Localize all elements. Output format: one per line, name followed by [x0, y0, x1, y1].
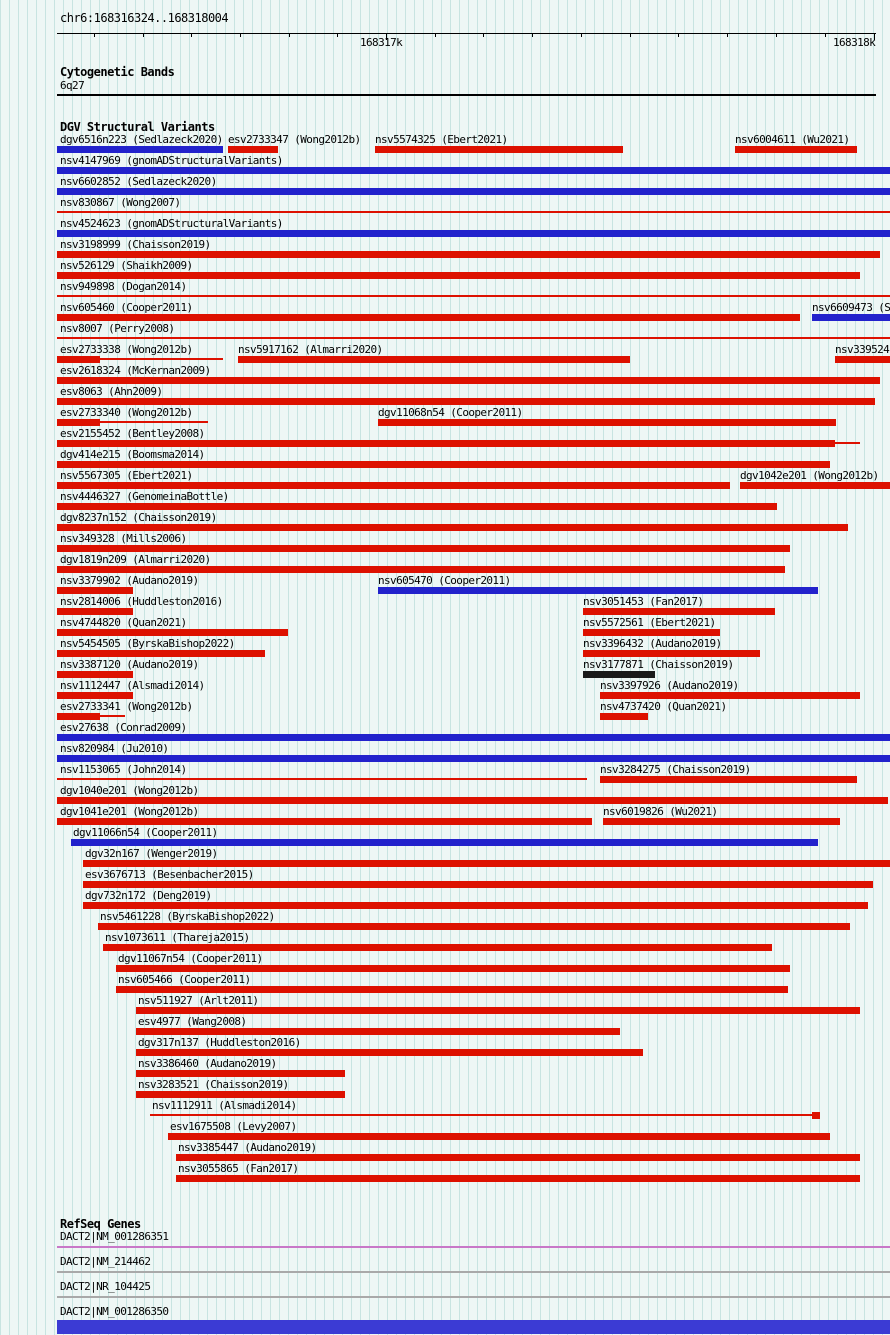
- variant-label[interactable]: nsv5461228 (ByrskaBishop2022): [100, 910, 275, 923]
- variant-label[interactable]: nsv1153065 (John2014): [60, 763, 187, 776]
- variant-label[interactable]: nsv3283521 (Chaisson2019): [138, 1078, 289, 1091]
- variant-label[interactable]: nsv3396432 (Audano2019): [583, 637, 722, 650]
- variant-label[interactable]: nsv5454505 (ByrskaBishop2022): [60, 637, 235, 650]
- variant-label[interactable]: nsv6004611 (Wu2021): [735, 133, 850, 146]
- variant-label[interactable]: nsv511927 (Arlt2011): [138, 994, 259, 1007]
- section-title-dgv-structural-variants: DGV Structural Variants: [60, 120, 215, 134]
- variant-label[interactable]: esv2733338 (Wong2012b): [60, 343, 193, 356]
- variant-label[interactable]: nsv526129 (Shaikh2009): [60, 259, 193, 272]
- gene-glyph[interactable]: [57, 1271, 890, 1273]
- variant-label[interactable]: nsv605460 (Cooper2011): [60, 301, 193, 314]
- variant-label[interactable]: esv2733347 (Wong2012b): [228, 133, 361, 146]
- variant-label[interactable]: nsv1112447 (Alsmadi2014): [60, 679, 205, 692]
- variant-label[interactable]: nsv3177871 (Chaisson2019): [583, 658, 734, 671]
- variant-label[interactable]: nsv4446327 (GenomeinaBottle): [60, 490, 229, 503]
- variant-label[interactable]: nsv4524623 (gnomADStructuralVariants): [60, 217, 283, 230]
- gene-glyph[interactable]: [57, 1320, 890, 1334]
- gene-glyph[interactable]: [57, 1246, 890, 1248]
- variant-label[interactable]: nsv605466 (Cooper2011): [118, 973, 251, 986]
- section-title-refseq-genes: RefSeq Genes: [60, 1217, 141, 1231]
- variant-label[interactable]: nsv3051453 (Fan2017): [583, 595, 704, 608]
- variant-label[interactable]: esv3676713 (Besenbacher2015): [85, 868, 254, 881]
- variant-label[interactable]: esv2618324 (McKernan2009): [60, 364, 211, 377]
- variant-label[interactable]: esv2733341 (Wong2012b): [60, 700, 193, 713]
- variant-label[interactable]: nsv949898 (Dogan2014): [60, 280, 187, 293]
- variant-label[interactable]: esv2155452 (Bentley2008): [60, 427, 205, 440]
- gene-label[interactable]: DACT2|NM_001286350: [60, 1305, 169, 1318]
- gene-label[interactable]: DACT2|NM_001286351: [60, 1230, 169, 1243]
- variant-label[interactable]: dgv8237n152 (Chaisson2019): [60, 511, 217, 524]
- variant-label[interactable]: nsv1112911 (Alsmadi2014): [152, 1099, 297, 1112]
- section-title-cytogenetic-bands: Cytogenetic Bands: [60, 65, 175, 79]
- variant-label[interactable]: nsv349328 (Mills2006): [60, 532, 187, 545]
- variant-label[interactable]: nsv5572561 (Ebert2021): [583, 616, 716, 629]
- gene-label[interactable]: DACT2|NR_104425: [60, 1280, 151, 1293]
- variant-label[interactable]: nsv3379902 (Audano2019): [60, 574, 199, 587]
- variant-label[interactable]: nsv3284275 (Chaisson2019): [600, 763, 751, 776]
- variant-label[interactable]: dgv11068n54 (Cooper2011): [378, 406, 523, 419]
- variant-label[interactable]: nsv5567305 (Ebert2021): [60, 469, 193, 482]
- variant-label[interactable]: nsv6602852 (Sedlazeck2020): [60, 175, 217, 188]
- variant-label[interactable]: nsv4737420 (Quan2021): [600, 700, 727, 713]
- variant-label[interactable]: nsv5917162 (Almarri2020): [238, 343, 383, 356]
- variant-label[interactable]: dgv1041e201 (Wong2012b): [60, 805, 199, 818]
- variant-label[interactable]: nsv339524: [835, 343, 890, 356]
- variant-label[interactable]: nsv830867 (Wong2007): [60, 196, 181, 209]
- ruler-tick-label: 168318k: [833, 36, 876, 49]
- region-coordinates: chr6:168316324..168318004: [60, 11, 229, 25]
- variant-label[interactable]: nsv8007 (Perry2008): [60, 322, 175, 335]
- variant-label[interactable]: esv27638 (Conrad2009): [60, 721, 187, 734]
- variant-label[interactable]: dgv6516n223 (Sedlazeck2020): [60, 133, 223, 146]
- variant-label[interactable]: nsv3055865 (Fan2017): [178, 1162, 299, 1175]
- gene-label[interactable]: DACT2|NM_214462: [60, 1255, 151, 1268]
- variant-label[interactable]: dgv732n172 (Deng2019): [85, 889, 212, 902]
- variant-label[interactable]: nsv3387120 (Audano2019): [60, 658, 199, 671]
- variant-label[interactable]: nsv4744820 (Quan2021): [60, 616, 187, 629]
- variant-label[interactable]: nsv4147969 (gnomADStructuralVariants): [60, 154, 283, 167]
- variant-label[interactable]: nsv605470 (Cooper2011): [378, 574, 511, 587]
- variant-label[interactable]: nsv1073611 (Thareja2015): [105, 931, 250, 944]
- ruler-tick-label: 168317k: [360, 36, 403, 49]
- variant-label[interactable]: dgv11067n54 (Cooper2011): [118, 952, 263, 965]
- variant-label[interactable]: nsv3386460 (Audano2019): [138, 1057, 277, 1070]
- variant-label[interactable]: nsv6019826 (Wu2021): [603, 805, 718, 818]
- variant-label[interactable]: dgv1042e201 (Wong2012b): [740, 469, 879, 482]
- gene-glyph[interactable]: [57, 1296, 890, 1298]
- variant-label[interactable]: nsv820984 (Ju2010): [60, 742, 169, 755]
- variant-label[interactable]: esv8063 (Ahn2009): [60, 385, 163, 398]
- variant-label[interactable]: nsv3385447 (Audano2019): [178, 1141, 317, 1154]
- variant-label[interactable]: nsv6609473 (S: [812, 301, 890, 314]
- variant-label[interactable]: nsv3397926 (Audano2019): [600, 679, 739, 692]
- variant-label[interactable]: nsv5574325 (Ebert2021): [375, 133, 508, 146]
- variant-label[interactable]: esv1675508 (Levy2007): [170, 1120, 297, 1133]
- variant-label[interactable]: nsv3198999 (Chaisson2019): [60, 238, 211, 251]
- variant-label[interactable]: esv2733340 (Wong2012b): [60, 406, 193, 419]
- variant-label[interactable]: dgv11066n54 (Cooper2011): [73, 826, 218, 839]
- variant-label[interactable]: dgv32n167 (Wenger2019): [85, 847, 218, 860]
- variant-label[interactable]: dgv317n137 (Huddleston2016): [138, 1036, 301, 1049]
- variant-label[interactable]: esv4977 (Wang2008): [138, 1015, 247, 1028]
- cytoband-name: 6q27: [60, 79, 85, 92]
- variant-label[interactable]: dgv1040e201 (Wong2012b): [60, 784, 199, 797]
- variant-label[interactable]: dgv1819n209 (Almarri2020): [60, 553, 211, 566]
- variant-label[interactable]: nsv2814006 (Huddleston2016): [60, 595, 223, 608]
- variant-label[interactable]: dgv414e215 (Boomsma2014): [60, 448, 205, 461]
